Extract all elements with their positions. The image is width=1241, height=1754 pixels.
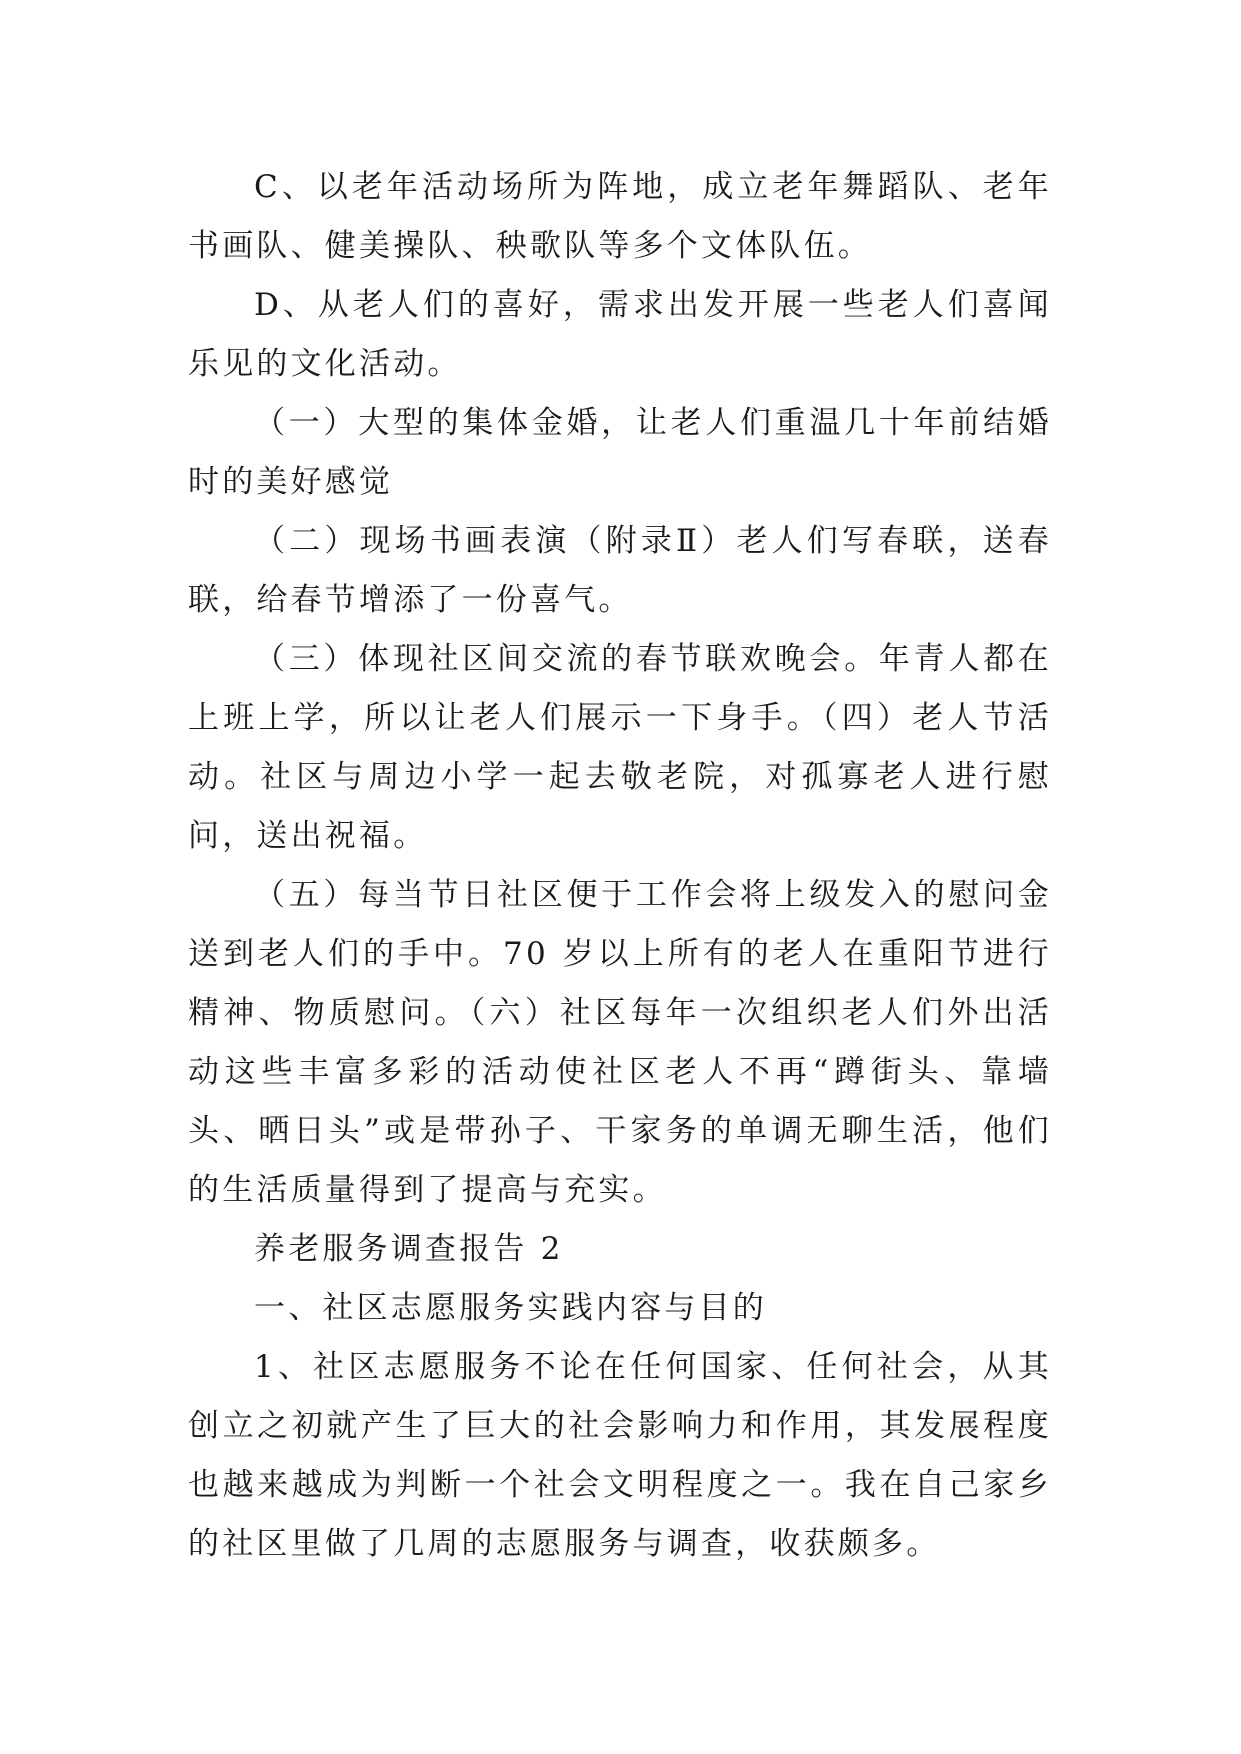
paragraph-point-1: 1、社区志愿服务不论在任何国家、任何社会，从其创立之初就产生了巨大的社会影响力和作用，其发展程度也越来越成为判断一个社会文明程度之一。我在自己家乡的社区里做了几周的志愿服务与调查，收获颇多。 (188, 1349, 1052, 1562)
section-heading-report-2: 养老服务调查报告 2 (254, 1231, 564, 1267)
paragraph-item-2: （二）现场书画表演（附录Ⅱ）老人们写春联，送春联，给春节增添了一份喜气。 (188, 523, 1052, 618)
paragraph-c: C、以老年活动场所为阵地，成立老年舞蹈队、老年书画队、健美操队、秧歌队等多个文体队伍。 (188, 169, 1052, 264)
paragraph-item-5-6: （五）每当节日社区便于工作会将上级发入的慰问金送到老人们的手中。70 岁以上所有的老人在重阳节进行精神、物质慰问。（六）社区每年一次组织老人们外出活动这些丰富多彩的活动使社区老人不再“蹲街头、靠墙头、晒日头”或是带孙子、干家务的单调无聊生活，他们的生活质量得到了提高与充实。 (188, 877, 1052, 1208)
paragraph-d: D、从老人们的喜好，需求出发开展一些老人们喜闻乐见的文化活动。 (188, 287, 1052, 382)
document-body (188, 158, 1052, 1574)
section-heading-purpose: 一、社区志愿服务实践内容与目的 (254, 1290, 767, 1326)
paragraph-item-1: （一）大型的集体金婚，让老人们重温几十年前结婚时的美好感觉 (188, 405, 1052, 500)
paragraph-item-3-4: （三）体现社区间交流的春节联欢晚会。年青人都在上班上学，所以让老人们展示一下身手。（四）老人节活动。社区与周边小学一起去敬老院，对孤寡老人进行慰问，送出祝福。 (188, 641, 1052, 854)
